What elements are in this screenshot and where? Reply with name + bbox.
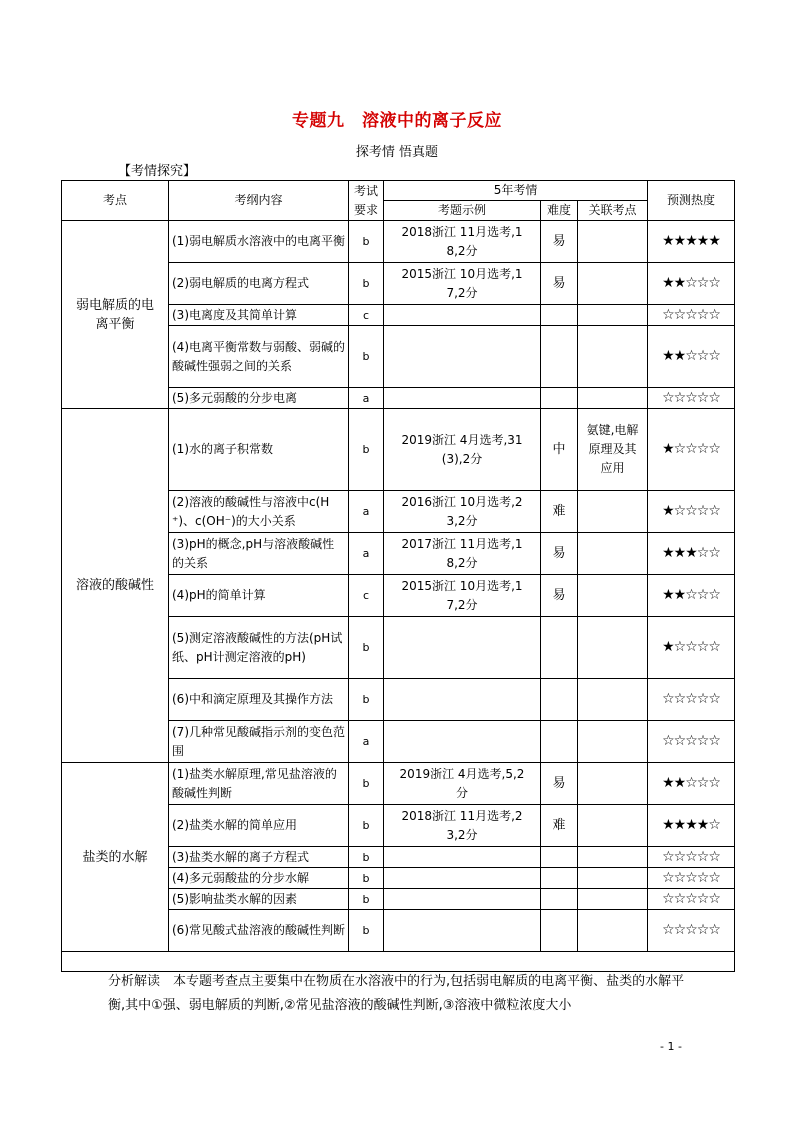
example-cell (384, 910, 541, 952)
example-cell (384, 326, 541, 388)
forecast-stars: ☆☆☆☆☆ (648, 889, 735, 910)
difficulty-cell: 易 (541, 221, 578, 263)
forecast-stars: ★☆☆☆☆ (648, 409, 735, 491)
header-difficulty: 难度 (541, 201, 578, 221)
related-cell (578, 889, 648, 910)
header-example: 考题示例 (384, 201, 541, 221)
content-cell: (4)电离平衡常数与弱酸、弱碱的酸碱性强弱之间的关系 (169, 326, 349, 388)
related-cell (578, 868, 648, 889)
forecast-stars: ★★☆☆☆ (648, 575, 735, 617)
requirement-cell: c (349, 305, 384, 326)
header-related: 关联考点 (578, 201, 648, 221)
content-cell: (6)常见酸式盐溶液的酸碱性判断 (169, 910, 349, 952)
requirement-cell: b (349, 889, 384, 910)
requirement-cell: c (349, 575, 384, 617)
example-cell (384, 847, 541, 868)
forecast-stars: ★★★☆☆ (648, 533, 735, 575)
forecast-stars: ★★☆☆☆ (648, 763, 735, 805)
forecast-stars: ☆☆☆☆☆ (648, 910, 735, 952)
table-bottom-spacer (62, 952, 735, 972)
table-row (62, 763, 735, 805)
difficulty-cell: 中 (541, 409, 578, 491)
example-cell (384, 305, 541, 326)
example-cell: 2017浙江 11月选考,18,2分 (384, 533, 541, 575)
difficulty-cell (541, 847, 578, 868)
example-cell (384, 679, 541, 721)
related-cell (578, 491, 648, 533)
forecast-stars: ☆☆☆☆☆ (648, 388, 735, 409)
page-number: - 1 - (660, 1040, 682, 1053)
content-cell: (5)测定溶液酸碱性的方法(pH试纸、pH计测定溶液的pH) (169, 617, 349, 679)
related-cell (578, 721, 648, 763)
requirement-cell: b (349, 263, 384, 305)
related-cell (578, 575, 648, 617)
difficulty-cell (541, 617, 578, 679)
related-cell (578, 533, 648, 575)
content-cell: (4)多元弱酸盐的分步水解 (169, 868, 349, 889)
related-cell (578, 388, 648, 409)
difficulty-cell (541, 721, 578, 763)
forecast-stars: ★☆☆☆☆ (648, 491, 735, 533)
header-forecast: 预测热度 (648, 181, 735, 221)
document-subtitle: 探考情 悟真题 (355, 145, 439, 160)
example-cell: 2018浙江 11月选考,23,2分 (384, 805, 541, 847)
exam-analysis-table (61, 180, 735, 972)
requirement-cell: b (349, 409, 384, 491)
header-content: 考纲内容 (169, 181, 349, 221)
example-cell: 2016浙江 10月选考,23,2分 (384, 491, 541, 533)
difficulty-cell (541, 889, 578, 910)
difficulty-cell (541, 679, 578, 721)
analysis-paragraph: 分析解读 本专题考查点主要集中在物质在水溶液中的行为,包括弱电解质的电离平衡、盐类的水解平衡,其中①强、弱电解质的判断,②常见盐溶液的酸碱性判断,③溶液中微粒浓度大小 (108, 974, 685, 1013)
example-cell (384, 721, 541, 763)
section-label: 【考情探究】 (118, 164, 197, 179)
related-cell (578, 805, 648, 847)
requirement-cell: b (349, 326, 384, 388)
table-row (62, 409, 735, 491)
topic-cell: 弱电解质的电离平衡 (62, 221, 169, 409)
related-cell (578, 221, 648, 263)
document-title: 专题九 溶液中的离子反应 (292, 111, 502, 131)
difficulty-cell: 易 (541, 763, 578, 805)
forecast-stars: ☆☆☆☆☆ (648, 847, 735, 868)
content-cell: (1)水的离子积常数 (169, 409, 349, 491)
difficulty-cell: 易 (541, 263, 578, 305)
requirement-cell: b (349, 805, 384, 847)
forecast-stars: ★★★★☆ (648, 805, 735, 847)
content-cell: (3)盐类水解的离子方程式 (169, 847, 349, 868)
related-cell (578, 910, 648, 952)
topic-cell: 溶液的酸碱性 (62, 409, 169, 763)
content-cell: (1)盐类水解原理,常见盐溶液的酸碱性判断 (169, 763, 349, 805)
content-cell: (2)溶液的酸碱性与溶液中c(H⁺)、c(OH⁻)的大小关系 (169, 491, 349, 533)
requirement-cell: b (349, 679, 384, 721)
difficulty-cell: 难 (541, 805, 578, 847)
requirement-cell: a (349, 721, 384, 763)
related-cell (578, 847, 648, 868)
content-cell: (7)几种常见酸碱指示剂的变色范围 (169, 721, 349, 763)
related-cell (578, 763, 648, 805)
related-cell (578, 617, 648, 679)
forecast-stars: ☆☆☆☆☆ (648, 679, 735, 721)
difficulty-cell: 易 (541, 533, 578, 575)
difficulty-cell (541, 305, 578, 326)
difficulty-cell (541, 910, 578, 952)
related-cell (578, 326, 648, 388)
header-five-year: 5年考情 (384, 181, 648, 201)
requirement-cell: b (349, 617, 384, 679)
difficulty-cell: 难 (541, 491, 578, 533)
forecast-stars: ★★★★★ (648, 221, 735, 263)
forecast-stars: ★★☆☆☆ (648, 263, 735, 305)
table-bottom-cell (62, 952, 735, 972)
requirement-cell: b (349, 763, 384, 805)
forecast-stars: ★★☆☆☆ (648, 326, 735, 388)
content-cell: (2)弱电解质的电离方程式 (169, 263, 349, 305)
header-topic: 考点 (62, 181, 169, 221)
table-row (62, 221, 735, 263)
header-requirement: 考试要求 (349, 181, 384, 221)
content-cell: (5)多元弱酸的分步电离 (169, 388, 349, 409)
topic-cell: 盐类的水解 (62, 763, 169, 952)
requirement-cell: b (349, 221, 384, 263)
example-cell: 2015浙江 10月选考,17,2分 (384, 575, 541, 617)
related-cell (578, 679, 648, 721)
difficulty-cell (541, 868, 578, 889)
content-cell: (3)pH的概念,pH与溶液酸碱性的关系 (169, 533, 349, 575)
related-cell (578, 263, 648, 305)
example-cell (384, 868, 541, 889)
content-cell: (6)中和滴定原理及其操作方法 (169, 679, 349, 721)
forecast-stars: ☆☆☆☆☆ (648, 868, 735, 889)
example-cell: 2019浙江 4月选考,5,2分 (384, 763, 541, 805)
requirement-cell: b (349, 868, 384, 889)
example-cell (384, 388, 541, 409)
related-cell: 氨键,电解原理及其应用 (578, 409, 648, 491)
forecast-stars: ★☆☆☆☆ (648, 617, 735, 679)
content-cell: (5)影响盐类水解的因素 (169, 889, 349, 910)
content-cell: (4)pH的简单计算 (169, 575, 349, 617)
difficulty-cell: 易 (541, 575, 578, 617)
requirement-cell: a (349, 491, 384, 533)
related-cell (578, 305, 648, 326)
content-cell: (3)电离度及其简单计算 (169, 305, 349, 326)
example-cell: 2019浙江 4月选考,31(3),2分 (384, 409, 541, 491)
requirement-cell: a (349, 533, 384, 575)
example-cell (384, 617, 541, 679)
difficulty-cell (541, 388, 578, 409)
difficulty-cell (541, 326, 578, 388)
content-cell: (2)盐类水解的简单应用 (169, 805, 349, 847)
requirement-cell: a (349, 388, 384, 409)
requirement-cell: b (349, 847, 384, 868)
content-cell: (1)弱电解质水溶液中的电离平衡 (169, 221, 349, 263)
forecast-stars: ☆☆☆☆☆ (648, 305, 735, 326)
forecast-stars: ☆☆☆☆☆ (648, 721, 735, 763)
requirement-cell: b (349, 910, 384, 952)
example-cell (384, 889, 541, 910)
example-cell: 2018浙江 11月选考,18,2分 (384, 221, 541, 263)
example-cell: 2015浙江 10月选考,17,2分 (384, 263, 541, 305)
